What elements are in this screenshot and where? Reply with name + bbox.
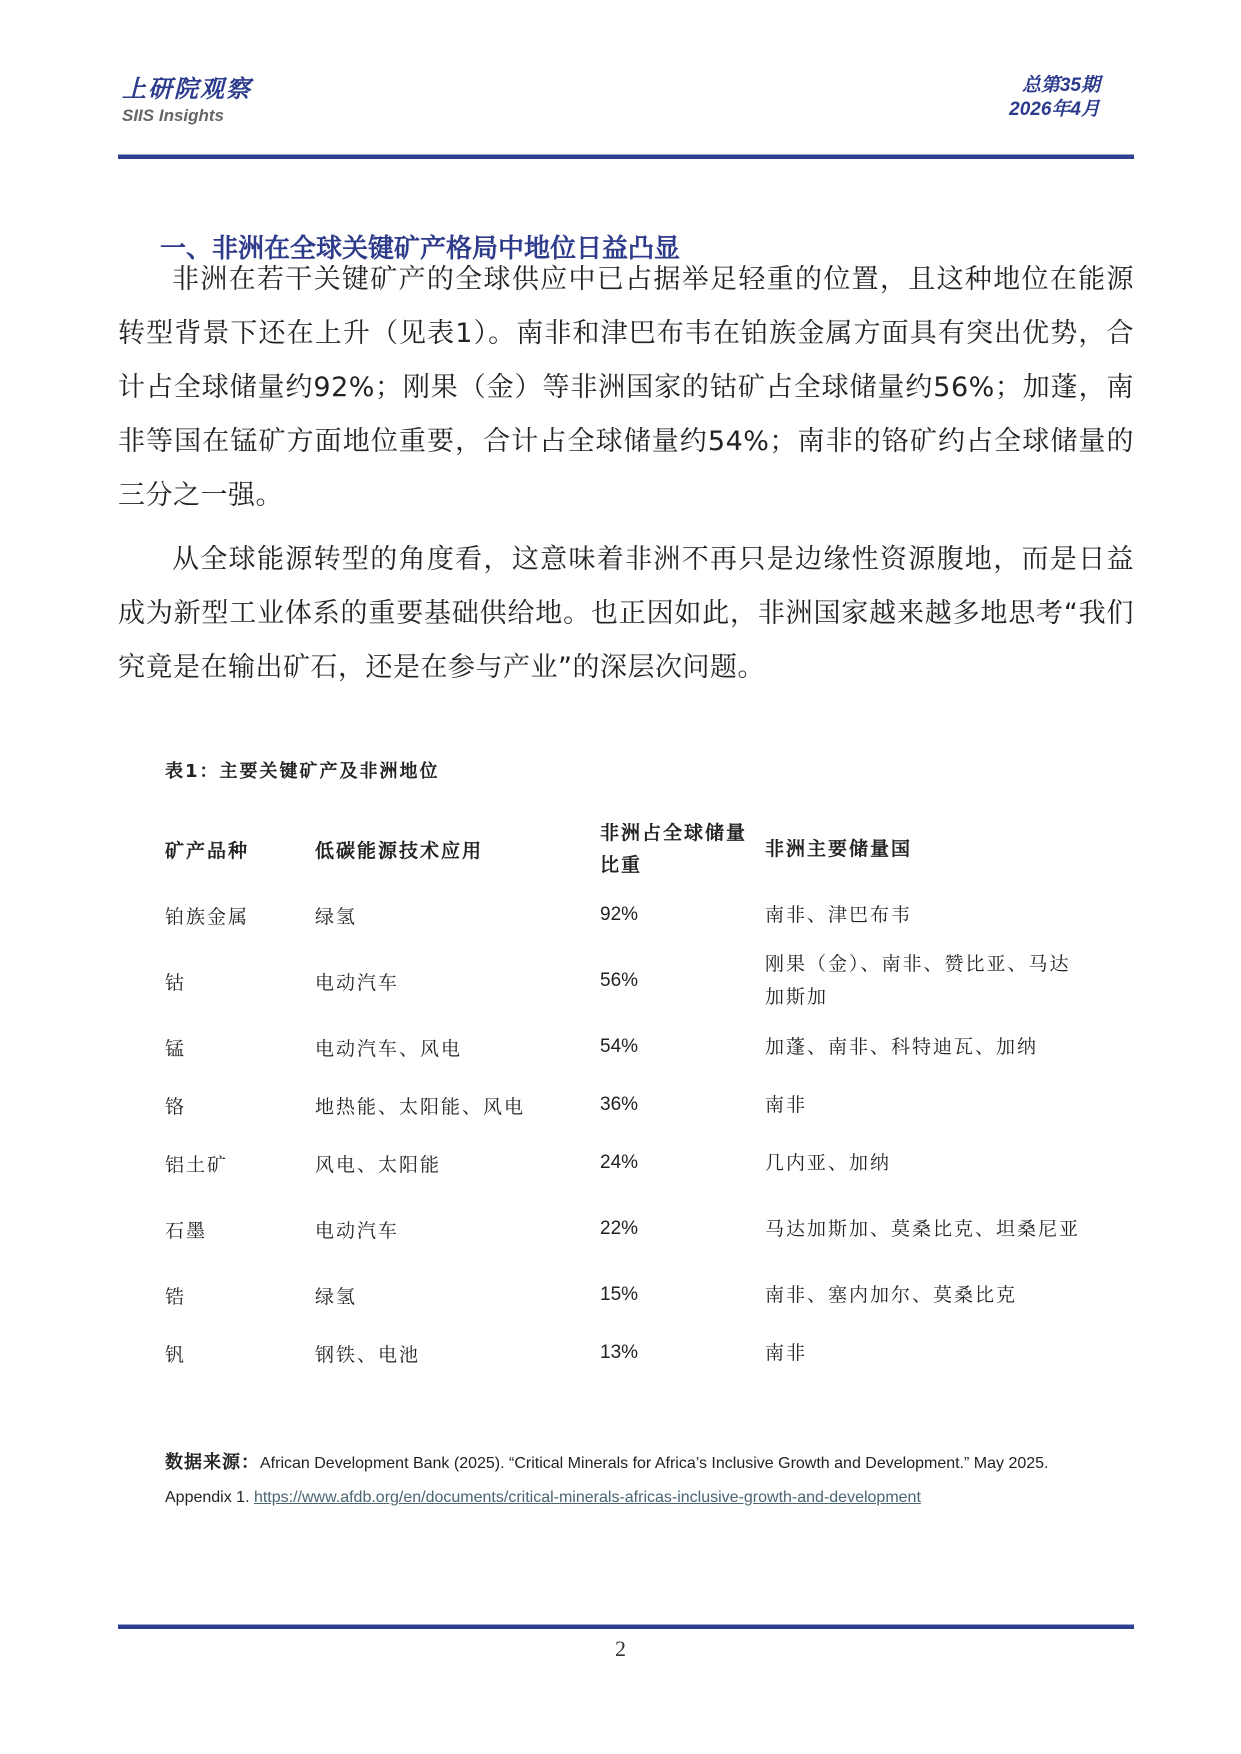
- cell-mineral: 锰: [165, 1037, 187, 1060]
- cell-mineral: 铂族金属: [165, 905, 250, 928]
- column-header: 低碳能源技术应用: [315, 839, 484, 862]
- cell-mineral: 石墨: [165, 1219, 208, 1242]
- table-header-row: [165, 812, 1095, 886]
- minerals-table: [165, 812, 1095, 1382]
- cell-countries: 几内亚、加纳: [765, 1151, 892, 1174]
- source-citation: African Development Bank (2025). “Critical Minerals for Africa’s Inclusive Growth and Development.” May 2025. Appendix 1.: [165, 1455, 1049, 1506]
- table-row: [165, 1324, 1095, 1382]
- cell-application: 地热能、太阳能、风电: [315, 1095, 526, 1118]
- cell-share: 13%: [600, 1342, 639, 1363]
- issue-number: 总第35期: [1021, 75, 1100, 96]
- cell-application: 电动汽车: [315, 971, 400, 994]
- source-label: 数据来源：: [165, 1452, 260, 1473]
- column-header: 非洲占全球储量比重: [600, 822, 748, 876]
- cell-share: 36%: [600, 1094, 639, 1115]
- data-source-note: [165, 1446, 1065, 1515]
- cell-countries: 南非: [765, 1093, 808, 1116]
- cell-share: 92%: [600, 904, 639, 925]
- column-header: 非洲主要储量国: [765, 837, 913, 860]
- cell-application: 电动汽车: [315, 1219, 400, 1242]
- brand-name-en: SIIS Insights: [122, 106, 225, 125]
- section-title: 一、非洲在全球关键矿产格局中地位日益凸显: [160, 234, 681, 264]
- cell-share: 54%: [600, 1036, 639, 1057]
- cell-countries: 南非: [765, 1341, 808, 1364]
- cell-mineral: 锆: [165, 1285, 187, 1308]
- cell-share: 24%: [600, 1152, 639, 1173]
- cell-mineral: 铝土矿: [165, 1153, 229, 1176]
- table-caption: 表1：主要关键矿产及非洲地位: [165, 761, 440, 782]
- cell-countries: 南非、津巴布韦: [765, 903, 913, 926]
- source-link[interactable]: https://www.afdb.org/en/documents/critical-minerals-africas-inclusive-growth-and-development: [253, 1489, 921, 1506]
- body-paragraph: 从全球能源转型的角度看，这意味着非洲不再只是边缘性资源腹地，而是日益成为新型工业体系的重要基础供给地。也正因如此，非洲国家越来越多地思考“我们究竟是在输出矿石，还是在参与产业”的深层次问题。: [118, 544, 1134, 683]
- table-row: [165, 1192, 1095, 1266]
- table-row: [165, 1134, 1095, 1192]
- cell-application: 风电、太阳能: [315, 1153, 442, 1176]
- column-header: 矿产品种: [165, 839, 250, 862]
- body-paragraph: 非洲在若干关键矿产的全球供应中已占据举足轻重的位置，且这种地位在能源转型背景下还在上升（见表1）。南非和津巴布韦在铂族金属方面具有突出优势，合计占全球储量约92%；刚果（金）等非洲国家的钴矿占全球储量约56%；加蓬，南非等国在锰矿方面地位重要，合计占全球储量约54%；南非的铬矿约占全球储量的三分之一强。: [118, 264, 1134, 511]
- header-divider: [118, 154, 1134, 159]
- cell-mineral: 钴: [165, 971, 187, 994]
- table-row: [165, 944, 1095, 1018]
- table-row: [165, 886, 1095, 944]
- cell-application: 钢铁、电池: [315, 1343, 421, 1366]
- footer-divider: [118, 1624, 1134, 1629]
- cell-countries: 马达加斯加、莫桑比克、坦桑尼亚: [765, 1217, 1081, 1240]
- issue-date: 2026年4月: [1009, 99, 1100, 120]
- table-row: [165, 1018, 1095, 1076]
- cell-application: 电动汽车、风电: [315, 1037, 463, 1060]
- cell-share: 56%: [600, 970, 639, 991]
- cell-application: 绿氢: [315, 905, 358, 928]
- cell-countries: 加蓬、南非、科特迪瓦、加纳: [765, 1035, 1039, 1058]
- table-row: [165, 1266, 1095, 1324]
- cell-application: 绿氢: [315, 1285, 358, 1308]
- cell-share: 15%: [600, 1284, 639, 1305]
- cell-share: 22%: [600, 1218, 639, 1239]
- page-number: 2: [615, 1636, 626, 1661]
- header-issue-info: [1009, 74, 1100, 122]
- cell-mineral: 铬: [165, 1095, 187, 1118]
- cell-countries: 南非、塞内加尔、莫桑比克: [765, 1283, 1018, 1306]
- cell-mineral: 钒: [165, 1343, 187, 1366]
- table-row: [165, 1076, 1095, 1134]
- cell-countries: 刚果（金）、南非、赞比亚、马达加斯加: [765, 953, 1071, 1008]
- brand-name-cn: 上研院观察: [122, 74, 252, 103]
- header-brand: [122, 74, 252, 126]
